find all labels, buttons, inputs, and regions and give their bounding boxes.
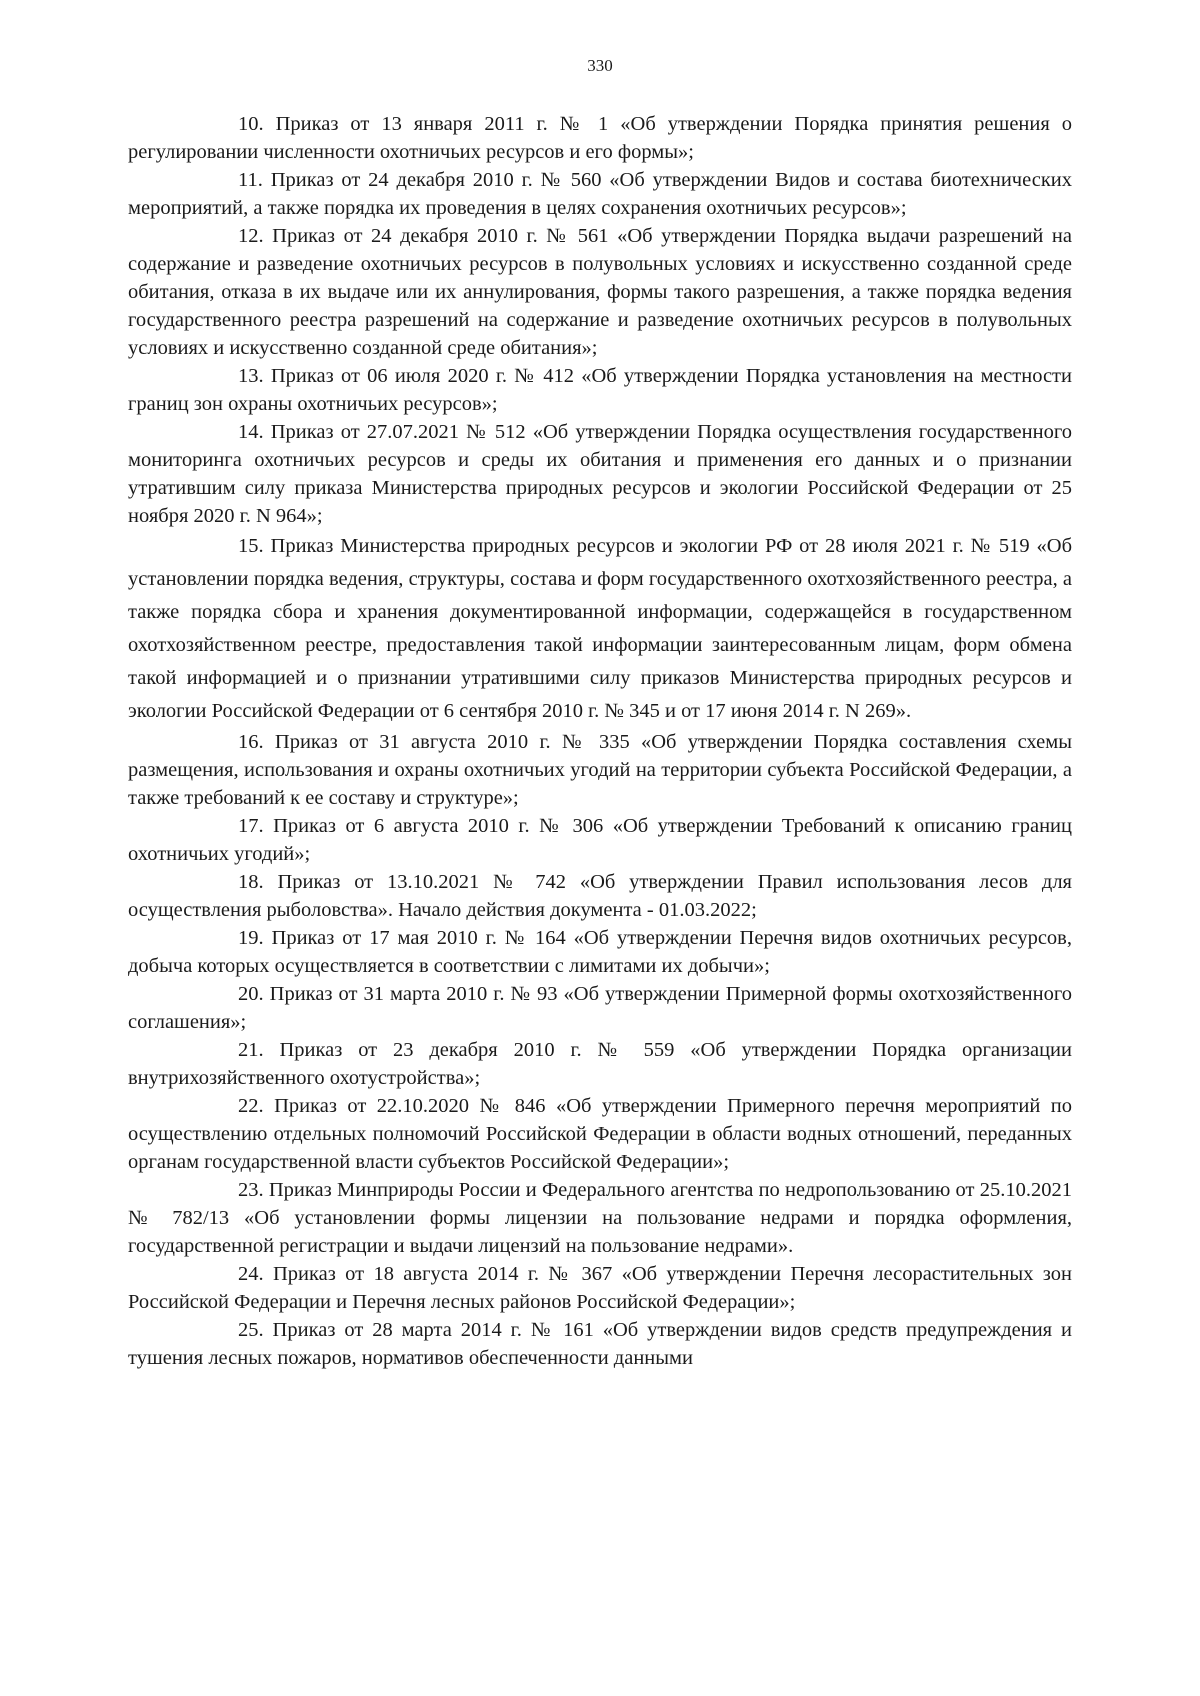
list-item: 13. Приказ от 06 июля 2020 г. № 412 «Об утверждении Порядка установления на местности границ зон охраны охотничьих ресурсов»; <box>128 365 1072 415</box>
list-item: 18. Приказ от 13.10.2021 № 742 «Об утверждении Правил использования лесов для осуществления рыболовства». Начало действия документа - 01.03.2022; <box>128 871 1072 921</box>
page-number: 330 <box>587 56 613 75</box>
list-item: 12. Приказ от 24 декабря 2010 г. № 561 «Об утверждении Порядка выдачи разрешений на содержание и разведение охотничьих ресурсов в полувольных условиях и искусственно созданной среде обитания, отказа в их выдаче или их аннулирования, формы такого разрешения, а также порядка ведения государственного реестра разрешений на содержание и разведение охотничьих ресурсов в полувольных условиях и искусственно созданной среде обитания»; <box>128 225 1072 359</box>
list-item: 15. Приказ Министерства природных ресурсов и экологии РФ от 28 июля 2021 г. № 519 «Об установлении порядка ведения, структуры, состава и форм государственного охотхозяйственного реестра, а также порядка сбора и хранения документированной информации, содержащейся в государственном охотхозяйственном реестре, предоставления такой информации заинтересованным лицам, форм обмена такой информацией и о признании утратившими силу приказов Министерства природных ресурсов и экологии Российской Федерации от 6 сентября 2010 г. № 345 и от 17 июня 2014 г. N 269». <box>128 535 1072 722</box>
list-item: 24. Приказ от 18 августа 2014 г. № 367 «Об утверждении Перечня лесорастительных зон Российской Федерации и Перечня лесных районов Российской Федерации»; <box>128 1263 1072 1313</box>
list-item: 21. Приказ от 23 декабря 2010 г. № 559 «Об утверждении Порядка организации внутрихозяйственного охотустройства»; <box>128 1039 1072 1089</box>
list-item: 17. Приказ от 6 августа 2010 г. № 306 «Об утверждении Требований к описанию границ охотничьих угодий»; <box>128 815 1072 865</box>
list-item: 20. Приказ от 31 марта 2010 г. № 93 «Об утверждении Примерной формы охотхозяйственного соглашения»; <box>128 983 1072 1033</box>
list-item: 11. Приказ от 24 декабря 2010 г. № 560 «Об утверждении Видов и состава биотехнических мероприятий, а также порядка их проведения в целях сохранения охотничьих ресурсов»; <box>128 169 1072 219</box>
list-item: 16. Приказ от 31 августа 2010 г. № 335 «Об утверждении Порядка составления схемы размещения, использования и охраны охотничьих угодий на территории субъекта Российской Федерации, а также требований к ее составу и структуре»; <box>128 731 1072 809</box>
list-item: 10. Приказ от 13 января 2011 г. № 1 «Об утверждении Порядка принятия решения о регулировании численности охотничьих ресурсов и его формы»; <box>128 113 1072 163</box>
list-item: 23. Приказ Минприроды России и Федерального агентства по недропользованию от 25.10.2021 № 782/13 «Об установлении формы лицензии на пользование недрами и порядка оформления, государственной регистрации и выдачи лицензий на пользование недрами». <box>128 1179 1072 1257</box>
list-item: 14. Приказ от 27.07.2021 № 512 «Об утверждении Порядка осуществления государственного мониторинга охотничьих ресурсов и среды их обитания и применения его данных и о признании утратившим силу приказа Министерства природных ресурсов и экологии Российской Федерации от 25 ноября 2020 г. N 964»; <box>128 421 1072 527</box>
list-item: 19. Приказ от 17 мая 2010 г. № 164 «Об утверждении Перечня видов охотничьих ресурсов, добыча которых осуществляется в соответствии с лимитами их добычи»; <box>128 927 1072 977</box>
document-body <box>128 110 1072 1372</box>
list-item: 25. Приказ от 28 марта 2014 г. № 161 «Об утверждении видов средств предупреждения и тушения лесных пожаров, нормативов обеспеченности данными <box>128 1319 1072 1369</box>
list-item: 22. Приказ от 22.10.2020 № 846 «Об утверждении Примерного перечня мероприятий по осуществлению отдельных полномочий Российской Федерации в области водных отношений, переданных органам государственной власти субъектов Российской Федерации»; <box>128 1095 1072 1173</box>
